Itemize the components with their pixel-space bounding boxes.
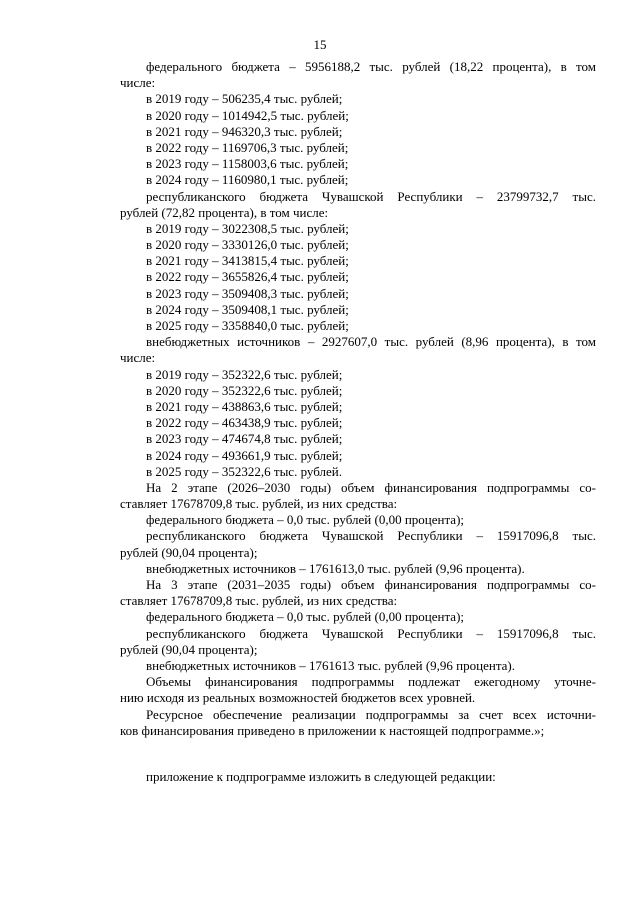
text-line: в 2024 году – 3509408,1 тыс. рублей; [146,301,349,317]
text-line: в 2019 году – 352322,6 тыс. рублей; [146,366,343,382]
text-line: в 2022 году – 463438,9 тыс. рублей; [146,415,343,431]
text-line: федерального бюджета – 0,0 тыс. рублей (0,00 процента); [146,609,465,625]
text-line: Ресурсное обеспечение реализации подпрограммы за счет всех источни- [146,706,596,722]
text-line: в 2023 году – 1158003,6 тыс. рублей; [146,156,349,172]
text-line: ставляет 17678709,8 тыс. рублей, из них средства: [120,593,398,609]
text-line: в 2022 году – 3655826,4 тыс. рублей; [146,269,349,285]
text-line: в 2025 году – 3358840,0 тыс. рублей; [146,318,349,333]
text-line: нию исходя из реальных возможностей бюджетов всех уровней. [120,690,476,706]
text-line: в 2023 году – 474674,8 тыс. рублей; [146,431,343,447]
text-line: федерального бюджета – 5956188,2 тыс. рублей (18,22 процента), в том [146,59,596,74]
text-line: в 2020 году – 352322,6 тыс. рублей; [146,382,343,398]
text-line: рублей (90,04 процента); [120,544,258,560]
text-line: в 2021 году – 3413815,4 тыс. рублей; [146,253,349,269]
text-line: внебюджетных источников – 1761613,0 тыс. рублей (9,96 процента). [146,560,525,576]
text-line: республиканского бюджета Чувашской Республики – 15917096,8 тыс. [146,625,596,641]
text-line: в 2021 году – 438863,6 тыс. рублей; [146,398,343,414]
text-line: На 3 этапе (2031–2035 годы) объем финансирования подпрограммы со- [146,577,596,592]
paragraph-gap [120,739,596,769]
text-block-funding [120,59,596,739]
text-line: ставляет 17678709,8 тыс. рублей, из них средства: [120,496,398,512]
text-line: рублей (72,82 процента), в том числе: [120,204,329,220]
text-block-amendment [120,769,596,785]
document-body [120,59,596,785]
text-line: в 2025 году – 352322,6 тыс. рублей. [146,463,342,479]
text-line: в 2023 году – 3509408,3 тыс. рублей; [146,285,349,301]
text-line: внебюджетных источников – 1761613 тыс. рублей (9,96 процента). [146,657,516,673]
text-line: числе: [120,75,156,91]
text-line: республиканского бюджета Чувашской Республики – 15917096,8 тыс. [146,528,596,544]
text-line: в 2021 году – 946320,3 тыс. рублей; [146,123,343,139]
text-line: в 2024 году – 1160980,1 тыс. рублей; [146,172,349,188]
text-line: федерального бюджета – 0,0 тыс. рублей (0,00 процента); [146,512,465,528]
text-line: в 2020 году – 3330126,0 тыс. рублей; [146,237,349,253]
text-line: в 2024 году – 493661,9 тыс. рублей; [146,447,343,463]
text-line: в 2020 году – 1014942,5 тыс. рублей; [146,107,349,123]
text-line: внебюджетных источников – 2927607,0 тыс. рублей (8,96 процента), в том [146,334,596,350]
text-line: числе: [120,350,156,366]
text-line: республиканского бюджета Чувашской Республики – 23799732,7 тыс. [146,188,596,204]
text-line: в 2019 году – 3022308,5 тыс. рублей; [146,220,349,236]
text-line: На 2 этапе (2026–2030 годы) объем финансирования подпрограммы со- [146,479,596,495]
text-line: рублей (90,04 процента); [120,641,258,657]
text-line: в 2022 году – 1169706,3 тыс. рублей; [146,139,349,155]
page-number: 15 [313,37,327,52]
text-line: ков финансирования приведено в приложении к настоящей подпрограмме.»; [120,722,545,738]
text-line: Объемы финансирования подпрограммы подлежат ежегодному уточне- [146,674,596,690]
text-line: приложение к подпрограмме изложить в следующей редакции: [146,768,496,784]
text-line: в 2019 году – 506235,4 тыс. рублей; [146,91,343,107]
